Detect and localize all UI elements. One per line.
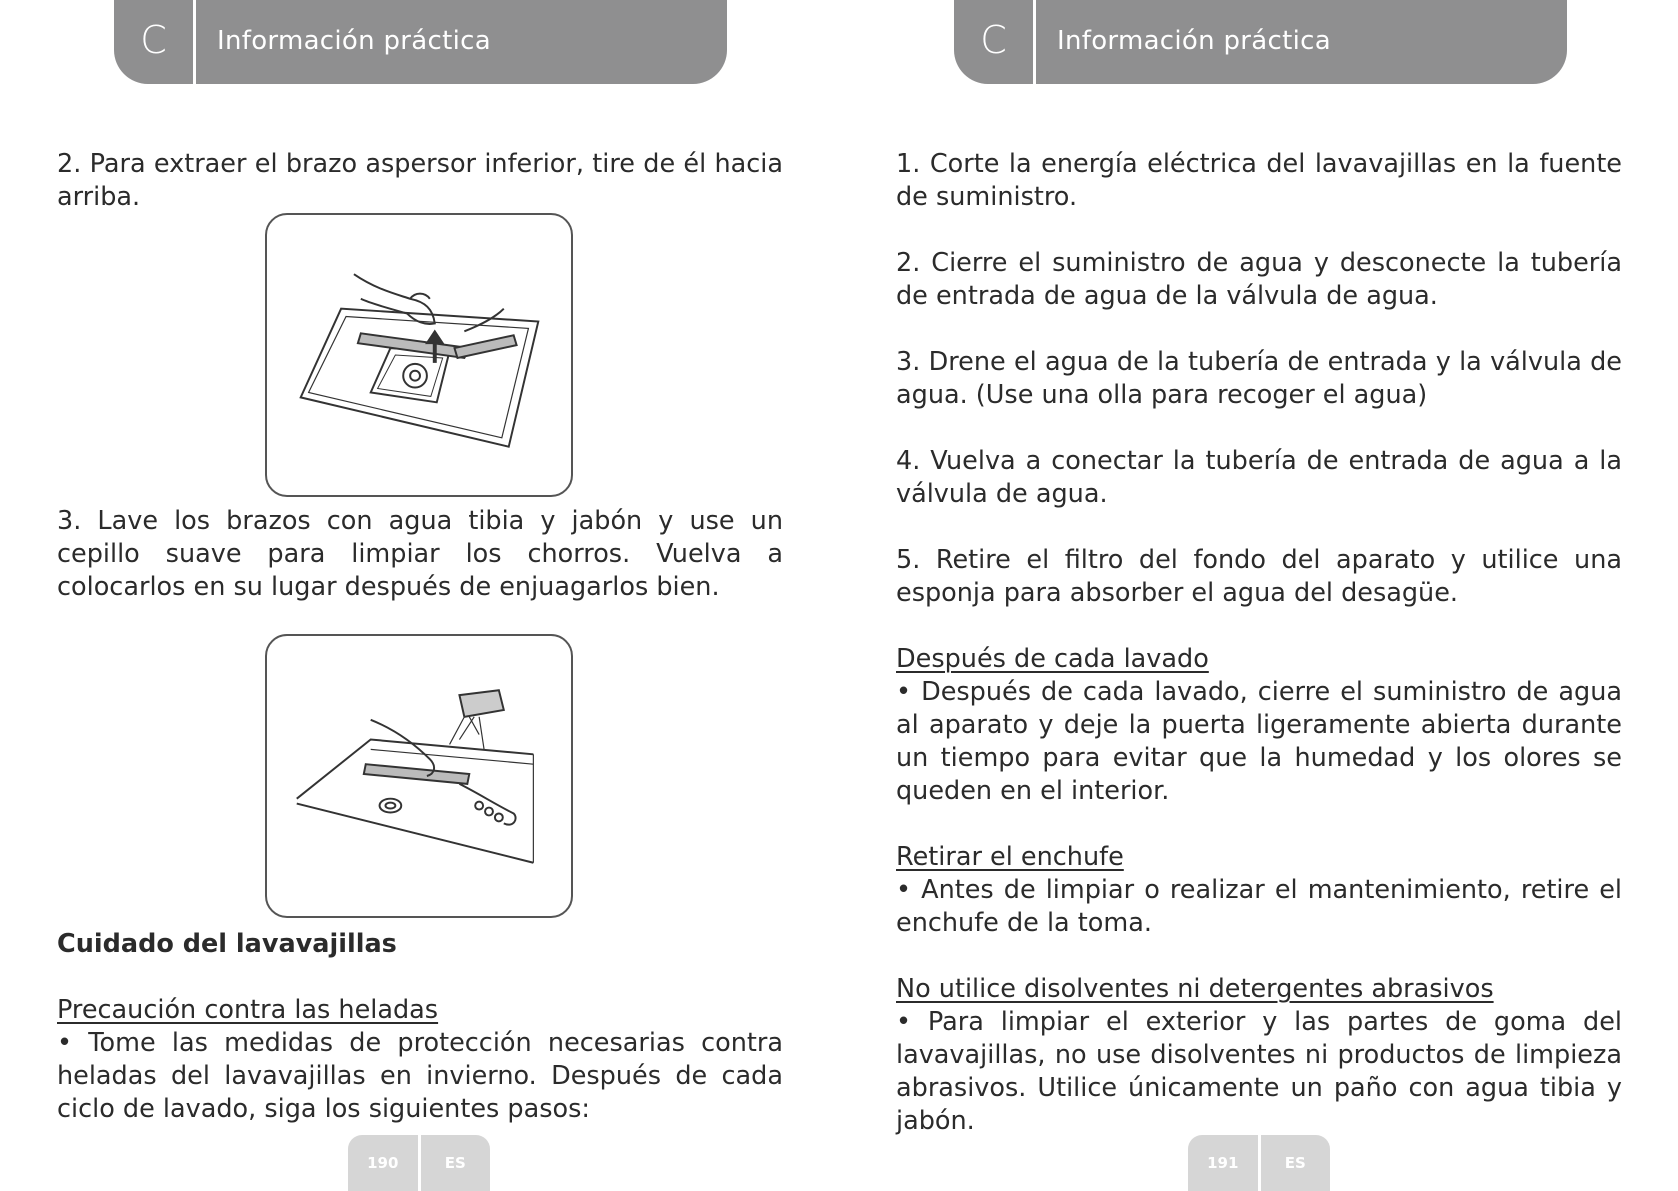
section-header-tab [954,0,1567,84]
section-title: Información práctica [217,26,491,56]
frost-text: • Tome las medidas de protección necesarias contra heladas del lavavajillas en invierno. Después de cada ciclo de lavado, siga los siguientes pasos: [57,1028,783,1124]
language-code: ES [421,1135,491,1191]
solvents-text: • Para limpiar el exterior y las partes de goma del lavavajillas, no use disolventes ni productos de limpieza abrasivos. Utilice únicamente un paño con agua tibia y jabón. [896,1007,1622,1136]
section-letter: C [980,18,1007,62]
solvents-section [896,973,1622,1138]
spray-arm-removal-illustration [265,213,573,497]
page-number: 191 [1188,1135,1258,1191]
spray-arm-removal-drawing [267,215,571,495]
solvents-heading: No utilice disolventes ni detergentes abrasivos [896,974,1494,1004]
spray-arm-washing-drawing [267,636,571,916]
step-3-paragraph: 3. Lave los brazos con agua tibia y jabón y use un cepillo suave para limpiar los chorros. Vuelva a colocarlos en su lugar después de enjuagarlos bien. [57,506,783,602]
step-2-text [896,247,1622,313]
step-2-paragraph: 2. Para extraer el brazo aspersor inferior, tire de él hacia arriba. [57,149,783,212]
step-1-paragraph: 1. Corte la energía eléctrica del lavavajillas en la fuente de suministro. [896,149,1622,212]
frost-section [57,994,783,1126]
section-header-tab [114,0,727,84]
page-footer [348,1135,490,1191]
header-divider [1033,0,1036,84]
section-title: Información práctica [1057,26,1331,56]
care-heading: Cuidado del lavavajillas [57,929,397,959]
frost-heading: Precaución contra las heladas [57,995,439,1025]
care-heading-block [57,928,783,961]
spray-arm-washing-illustration [265,634,573,918]
step-3-text [57,505,783,604]
step-5-paragraph: 5. Retire el filtro del fondo del aparato y utilice una esponja para absorber el agua del desagüe. [896,545,1622,608]
unplug-text: • Antes de limpiar o realizar el mantenimiento, retire el enchufe de la toma. [896,875,1622,938]
unplug-section [896,841,1622,940]
step-1-text [896,148,1622,214]
step-2-paragraph: 2. Cierre el suministro de agua y desconecte la tubería de entrada de agua de la válvula de agua. [896,248,1622,311]
step-2-text [57,148,783,214]
after-wash-section [896,643,1622,808]
page-footer [1188,1135,1330,1191]
step-4-paragraph: 4. Vuelva a conectar la tubería de entrada de agua a la válvula de agua. [896,446,1622,509]
after-wash-heading: Después de cada lavado [896,644,1209,674]
header-divider [193,0,196,84]
step-5-text [896,544,1622,610]
language-code: ES [1261,1135,1331,1191]
page-number: 190 [348,1135,418,1191]
step-4-text [896,445,1622,511]
right-page [839,0,1678,1191]
after-wash-text: • Después de cada lavado, cierre el suministro de agua al aparato y deje la puerta ligeramente abierta durante un tiempo para evitar que la humedad y los olores se queden en el interior. [896,677,1622,806]
section-letter: C [140,18,167,62]
step-3-paragraph: 3. Drene el agua de la tubería de entrada y la válvula de agua. (Use una olla para recoger el agua) [896,347,1622,410]
step-3-text [896,346,1622,412]
unplug-heading: Retirar el enchufe [896,842,1124,872]
